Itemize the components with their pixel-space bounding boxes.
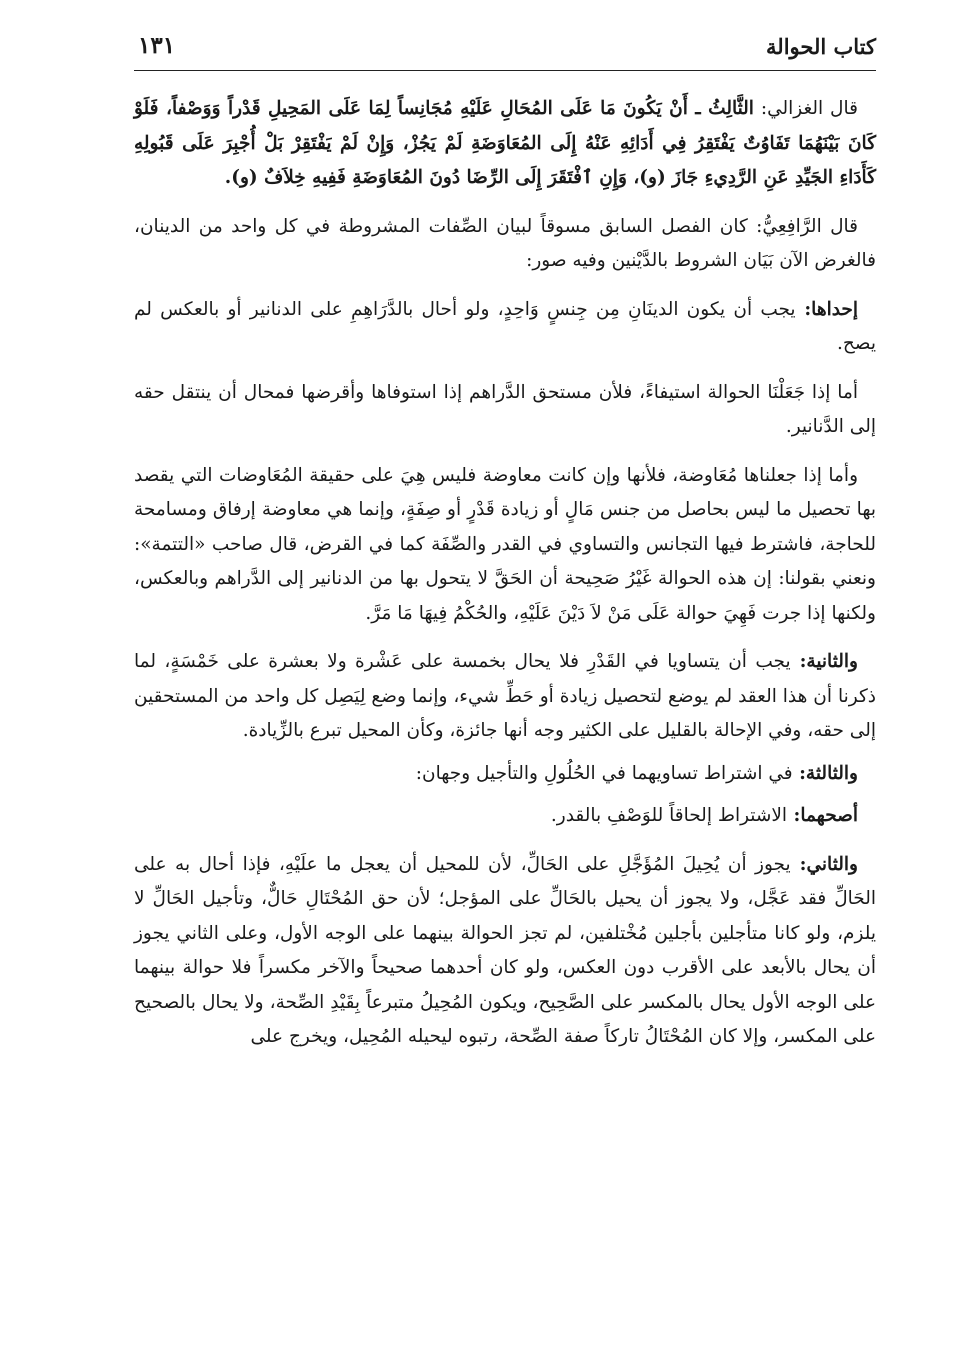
commentary-paragraph xyxy=(134,799,876,834)
matn-paragraph xyxy=(134,92,876,196)
paragraph-lead: أصحهما: xyxy=(787,805,858,826)
commentary-paragraph xyxy=(134,459,876,632)
commentary-paragraph xyxy=(134,645,876,749)
paragraph-text: وأما إذا جعلناها مُعَاوضة، فلأنها وإن كانت معاوضة فليس هِيَ على حقيقة المُعَاوضات التي يقصد بها تحصيل ما ليس بحاصل من جنس مَالٍ أو زيادة قَدْرٍ أو صِفَةٍ، وإنما هي معاوضة إرفاق ومسامحة للحاجة، فاشترط فيها التجانس والتساوي في القدر والصِّفَة كما في القرض، قال صاحب «التتمة»: ونعني بقولنا: إن هذه الحوالة غَيْرُ صَحِيحة أن الحَقَّ لا يتحول بها من الدنانير إلى الدَّراهم وبالعكس، ولكنها إذا جرت فَهِيَ حوالة عَلَى مَنْ لاَ دَيْنَ عَلَيْهِ، والحُكْمُ فِيهَا مَا مَرَّ. xyxy=(134,464,876,624)
running-header xyxy=(134,30,876,72)
paragraph-text: كان الفصل السابق مسوقاً لبيان الصِّفات المشروطة في كل واحد من الدينان، فالغرض الآن بَيَان الشروط بالدَّيْنين وفيه صور: xyxy=(134,215,876,271)
paragraph-text: الثَّالِثُ ـ أَنْ يَكُونَ مَا عَلَى المُحَالِ عَلَيْهِ مُجَانِساً لِمَا عَلَى المَحِيلِ قَدْراً وَوَصْفاً، فَلَوْ كَانَ بَيْنَهُمَا تَفَاوُتٌ يَفْتَقِرُ فِي أَدَائِهِ عَنْهُ إِلَى المُعَاوَضَةِ لَمْ يَجُزْ، وَإِنْ لَمْ يَفْتَقِرْ بَلْ أُجْبِرَ عَلَى قَبُولِهِ كَأَدَاءِ الجَيِّدِ عَنِ الرَّدِيءِ جَازَ (و)، وَإِنِ ٱفْتَقَرَ إِلَى الرِّضَا دُونَ المُعَاوَضَةِ فَفِيهِ خِلاَفٌ (و). xyxy=(134,98,876,188)
commentary-paragraph xyxy=(134,848,876,1055)
paragraph-text: يجب أن يتساويا في القَدْرِ فلا يحال بخمسة على عَشْرة ولا بعشرة على خَمْسَةٍ، لما ذكرنا أن هذا العقد لم يوضع لتحصيل زيادة أو حَطِّ شيء، وإنما وضع لِيَصِل كل واحد من المستحقين إلى حقه، وفي الإحالة بالقليل على الكثير وجه أنها جائزة، وكأن المحيل تبرع بالزِّيادة. xyxy=(134,651,876,741)
paragraph-lead: إحداها: xyxy=(795,298,859,320)
page-body xyxy=(134,92,876,1055)
paragraph-lead: والثاني: xyxy=(790,853,858,875)
paragraph-lead: والثانية: xyxy=(790,651,858,672)
commentary-paragraph xyxy=(134,757,876,792)
paragraph-lead: قال الغزالي: xyxy=(753,98,858,119)
paragraph-text: الاشتراط إلحاقاً للوَصْفِ بالقدر. xyxy=(550,805,788,826)
commentary-paragraph xyxy=(134,376,876,445)
paragraph-text: يجوز أن يُحِيلَ المُؤَجَّلِ على الحَالِّ، لأن للمحيل أن يعجل ما علَيْهِ، فإذا أحال به على الحَالِّ فقد عَجَّل، ولا يجوز أن يحيل بالحَالِّ على المؤجل؛ لأن حق المُحْتَالِ حَالٌّ، وتأجيل الحَالِّ لا يلزم، ولو كانا متأجلين بأجلين مُخْتلفين، لم تجز الحوالة بينهما على الوجه الأول، وعلى الثاني يجوز أن يحال بالأبعد على الأقرب دون العكس، ولو كان أحدهما صحيحاً والآخر مكسراً فلا حوالة بينهما على الوجه الأول يحال بالمكسر على الصَّحِيح، ويكون المُحِيلُ متبرعاً بِقَيْدِ الصِّحة، ولا يحال بالصحيح على المكسر، وإلا كان المُحْتَالُ تاركاً صفة الصِّحة، رتبوه ليحيله المُحِيل، ويخرج على xyxy=(134,853,876,1047)
paragraph-text: أما إذا جَعَلْنَا الحوالة استيفاءً، فلأن مستحق الدَّراهم إذا استوفاها وأقرضها فمحال أن ينتقل حقه إلى الدَّنانير. xyxy=(134,381,876,437)
chapter-title: كتاب الحوالة xyxy=(766,34,876,59)
paragraph-text: يجب أن يكون الدينَانِ مِن جِنسٍ وَاحِدٍ، ولو أحال بالدَّرَاهِمِ على الدنانير أو بالعكس لم يصح. xyxy=(134,298,876,354)
header-rule xyxy=(134,70,876,71)
paragraph-lead: قال الرَّافِعِيُّ: xyxy=(747,215,858,237)
paragraph-text: في اشتراط تساويهما في الحُلُولِ والتأجيل وجهان: xyxy=(415,762,793,784)
page-number: ١٣١ xyxy=(138,32,176,59)
paragraph-lead: والثالثة: xyxy=(792,762,858,784)
commentary-paragraph xyxy=(134,293,876,362)
commentary-paragraph xyxy=(134,210,876,279)
